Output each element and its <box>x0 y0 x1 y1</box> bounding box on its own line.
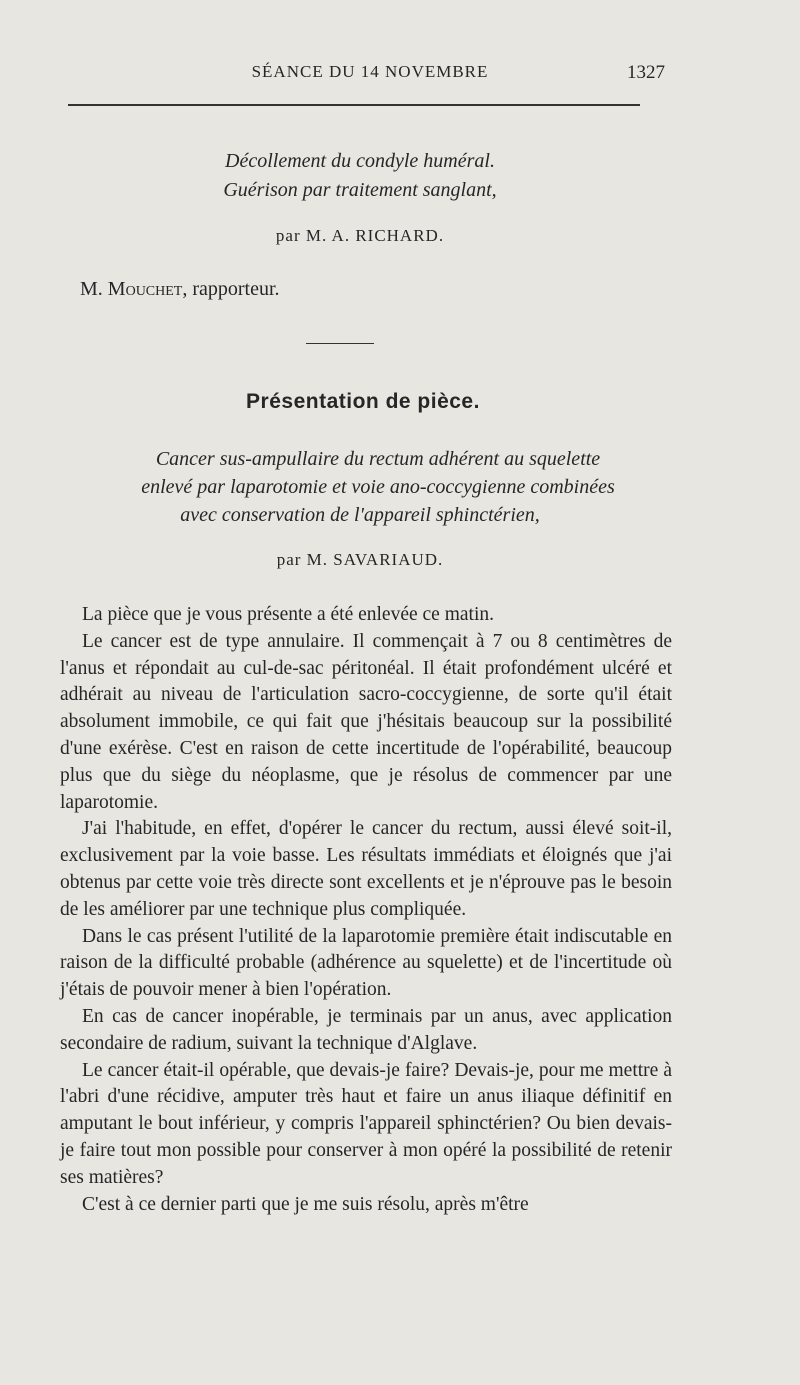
paragraph: C'est à ce dernier parti que je me suis résolu, après m'être <box>82 1193 529 1215</box>
presentation-author: par M. SAVARIAUD. <box>276 550 444 569</box>
page-number: 1327 <box>627 62 665 83</box>
rapporteur-suffix: , rapporteur. <box>182 278 280 300</box>
subtitle-line-2: enlevé par laparotomie et voie ano-coccygienne combinées <box>141 476 615 498</box>
subtitle-line-3: avec conservation de l'appareil sphinctérien, <box>180 504 540 526</box>
section-divider <box>306 343 374 344</box>
article-author: par M. A. RICHARD. <box>275 226 445 245</box>
paragraph: Le cancer est de type annulaire. Il commençait à 7 ou 8 centimètres de l'anus et répondait au cul-de-sac péritonéal. Il était profondément ulcéré et adhérait au niveau de l'articulation sacro-coccygienne, de sorte qu'il était absolument immobile, ce qui fait que j'hésitais beaucoup sur la possibilité d'une exérèse. C'est en raison de cette incertitude de l'opérabilité, beaucoup plus que du siège du néoplasme, que je résolus de commencer par une laparotomie. <box>60 630 672 813</box>
article-title-line-2: Guérison par traitement sanglant, <box>223 179 497 201</box>
rapporteur-line <box>80 278 280 301</box>
header-rule <box>68 104 640 106</box>
rapporteur-prefix: M. <box>80 278 103 300</box>
article-title-line-1: Décollement du condyle huméral. <box>225 150 495 172</box>
paragraph: Le cancer était-il opérable, que devais-je faire? Devais-je, pour me mettre à l'abri d'une récidive, amputer très haut et faire un anus iliaque définitif en amputant le bout inférieur, y compris l'appareil sphinctérien? Ou bien devais-je faire tout mon possible pour conserver à mon opéré la possibilité de retenir ses matières? <box>60 1059 672 1188</box>
paragraph: La pièce que je vous présente a été enlevée ce matin. <box>82 604 494 625</box>
page-header <box>0 62 800 92</box>
paragraph: J'ai l'habitude, en effet, d'opérer le cancer du rectum, aussi élevé soit-il, exclusivement par la voie basse. Les résultats immédiats et éloignés que j'ai obtenus par cette voie très directe sont excellents et je n'éprouve pas le besoin de les améliorer par une technique plus compliquée. <box>60 818 672 920</box>
paragraph: En cas de cancer inopérable, je terminais par un anus, avec application secondaire de radium, suivant la technique d'Alglave. <box>60 1005 672 1054</box>
subtitle-line-1: Cancer sus-ampullaire du rectum adhérent au squelette <box>155 448 601 470</box>
paragraph: Dans le cas présent l'utilité de la laparotomie première était indiscutable en raison de la difficulté probable (adhérence au squelette) et de l'incertitude où j'étais de pouvoir mener à bien l'opération. <box>60 925 672 1001</box>
section-heading: Présentation de pièce. <box>246 390 480 413</box>
body-text <box>60 602 672 1218</box>
running-title: SÉANCE DU 14 NOVEMBRE <box>251 62 489 81</box>
rapporteur-name: Mouchet <box>107 278 183 300</box>
